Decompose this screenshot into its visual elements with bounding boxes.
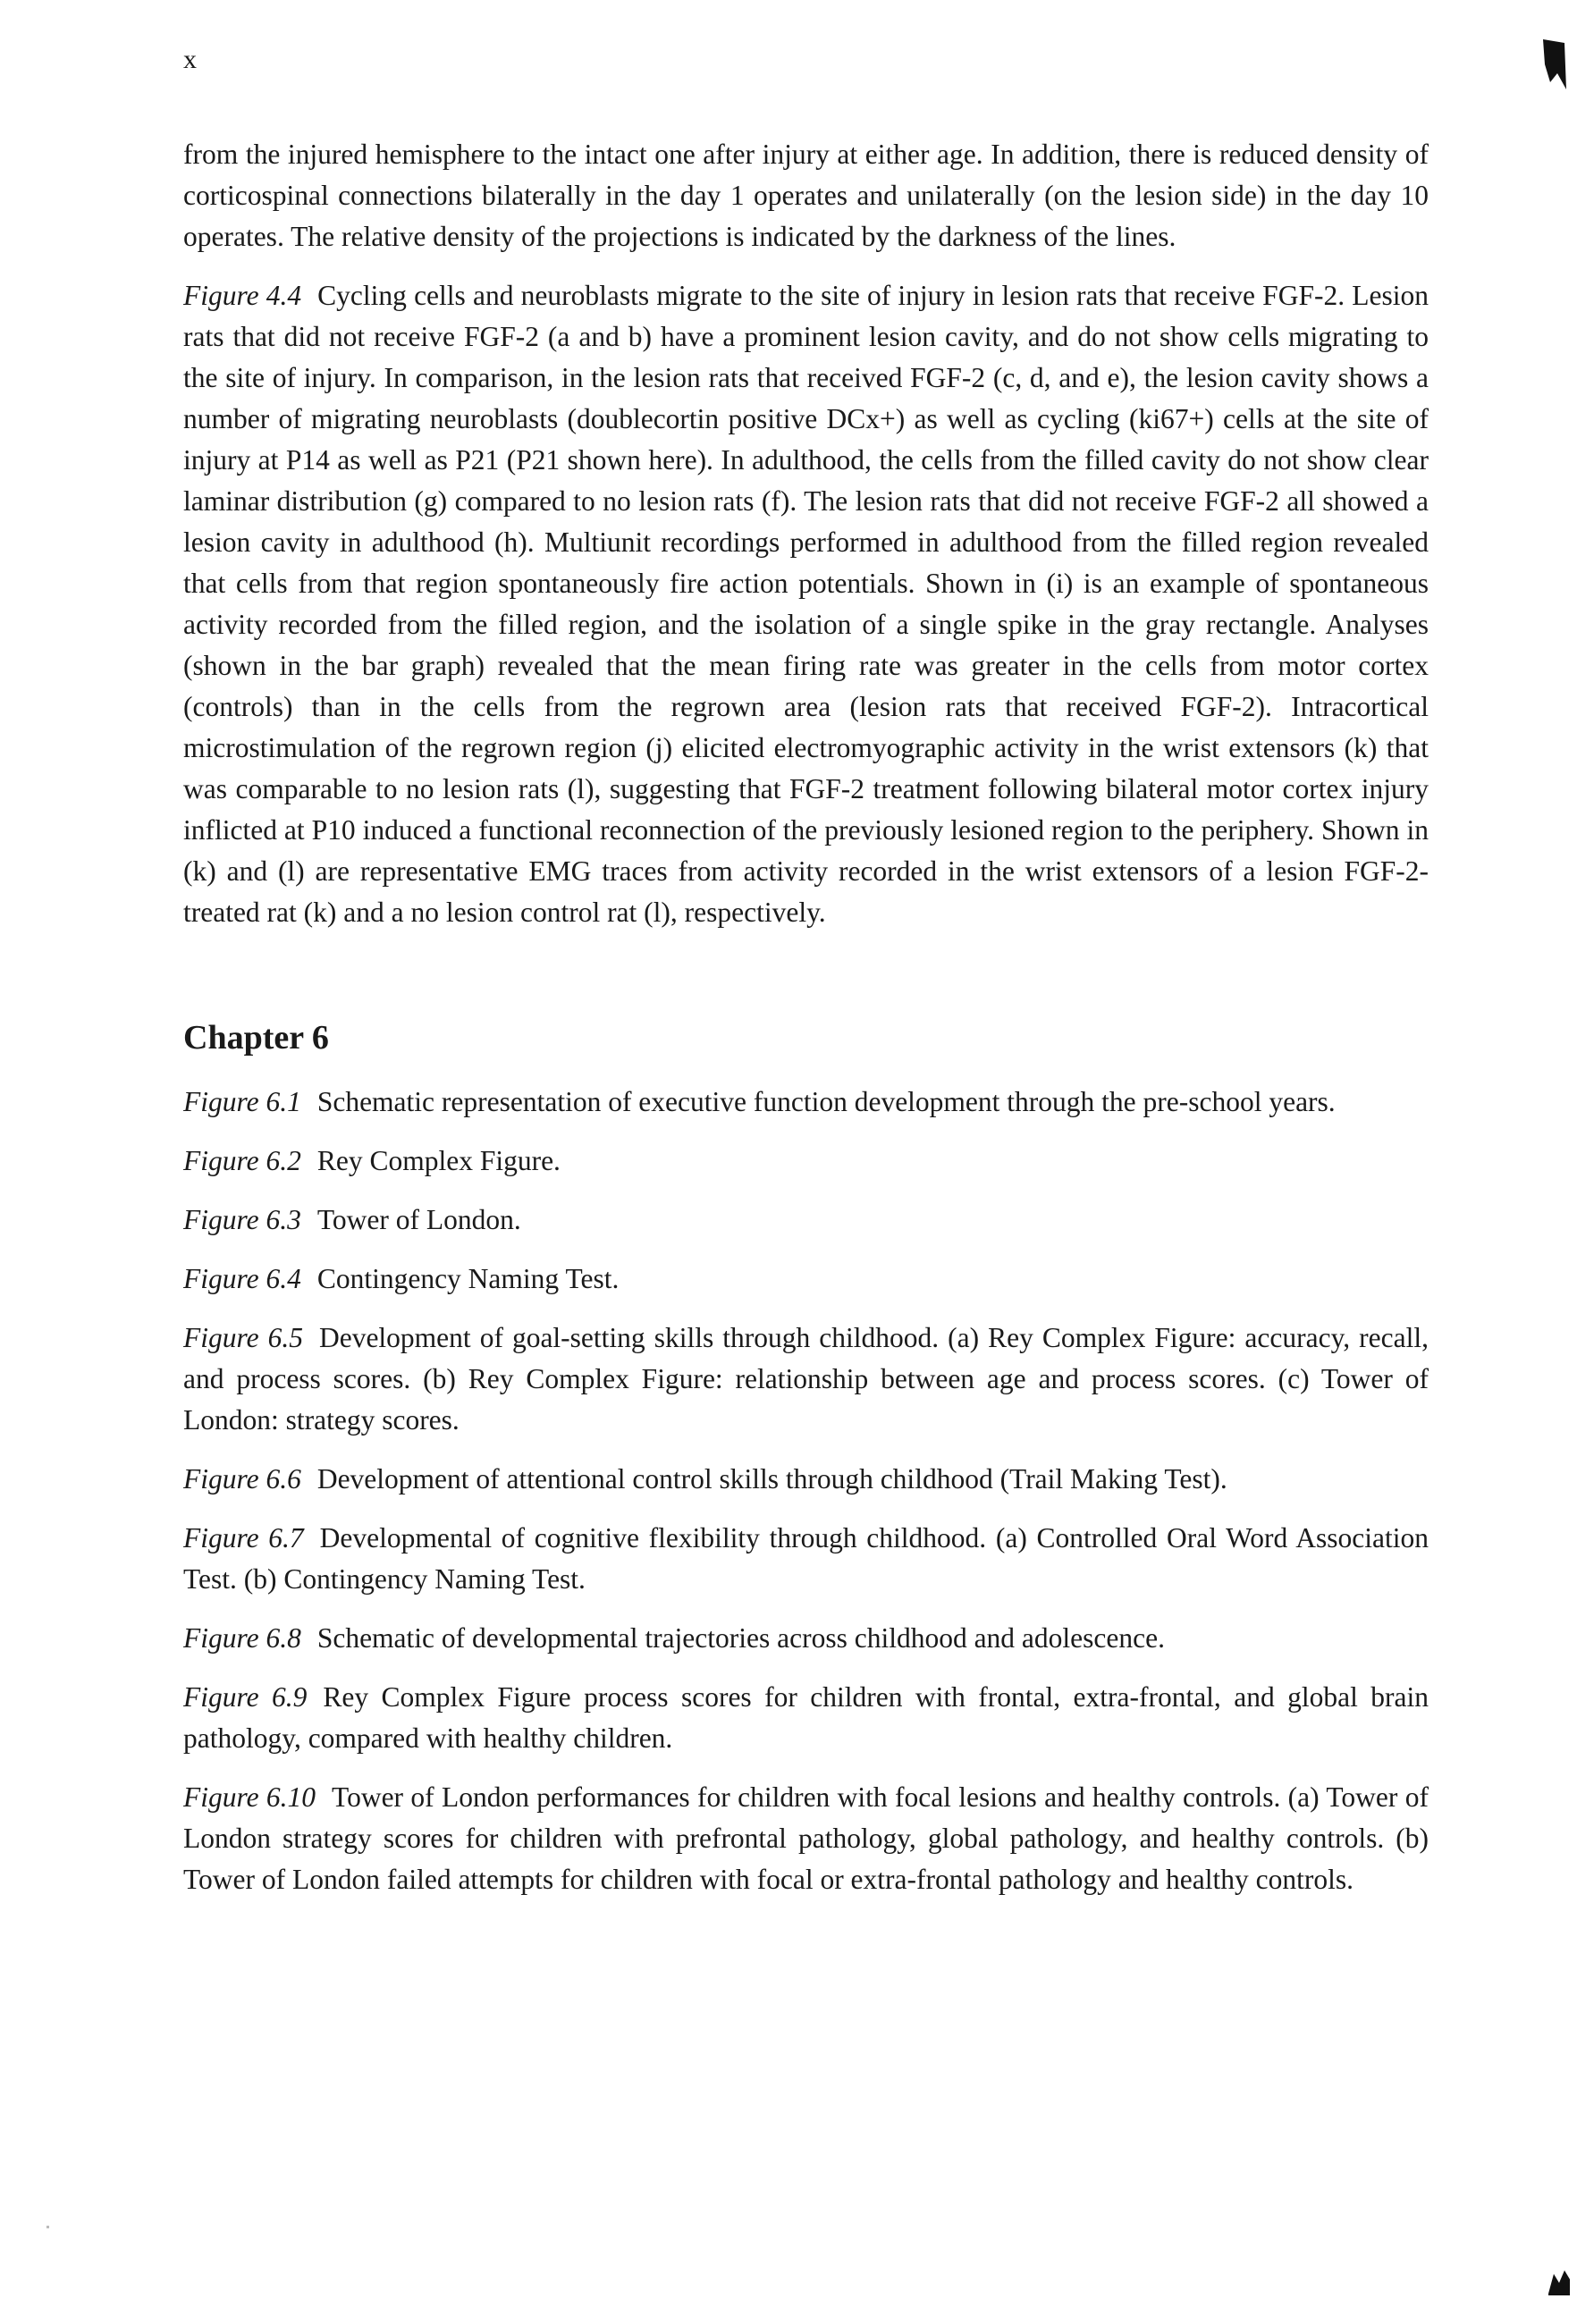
figure-entry-6-8 xyxy=(183,1618,1429,1659)
continuation-paragraph: from the injured hemisphere to the intact one after injury at either age. In addition, there is reduced density of corticospinal connections bilaterally in the day 1 operates and unilaterally (on the lesion side) in the day 10 operates. The relative density of the projections is indicated by the darkness of the lines. xyxy=(183,139,1429,252)
figure-caption-text: Rey Complex Figure. xyxy=(316,1145,561,1176)
figure-caption-text: Rey Complex Figure process scores for children with frontal, extra-frontal, and global brain pathology, compared with healthy children. xyxy=(183,1681,1429,1754)
scan-artifact-bottom xyxy=(1545,2267,1572,2297)
figure-label: Figure 4.4 xyxy=(183,280,302,311)
figure-caption-4-4 xyxy=(183,275,1429,933)
scan-speck xyxy=(46,2226,49,2228)
chapter-heading: Chapter 6 xyxy=(183,1019,329,1057)
figure-entry-6-1 xyxy=(183,1082,1429,1123)
figure-caption-text: Cycling cells and neuroblasts migrate to the site of injury in lesion rats that receive FGF-2. Lesion rats that did not receive FGF-2 (a and b) have a prominent lesion cavity, and do not show cells migrating to the site of injury. In comparison, in the lesion rats that received FGF-2 (c, d, and e), the lesion cavity shows a number of migrating neuroblasts (doublecortin positive DCx+) as well as cycling (ki67+) cells at the site of injury at P14 as well as P21 (P21 shown here). In adulthood, the cells from the filled cavity do not show clear laminar distribution (g) compared to no lesion rats (f). The lesion rats that did not receive FGF-2 all showed a lesion cavity in adulthood (h). Multiunit recordings performed in adulthood from the filled region revealed that cells from that region spontaneously fire action potentials. Shown in (i) is an example of spontaneous activity recorded from the filled region, and the isolation of a single spike in the gray rectangle. Analyses (shown in the bar graph) revealed that the mean firing rate was greater in the cells from motor cortex (controls) than in the cells from the regrown area (lesion rats that received FGF-2). Intracortical microstimulation of the regrown region (j) elicited electromyographic activity in the wrist extensors (k) that was comparable to no lesion rats (l), suggesting that FGF-2 treatment following bilateral motor cortex injury inflicted at P10 induced a functional reconnection of the previously lesioned region to the periphery. Shown in (k) and (l) are representative EMG traces from activity recorded in the wrist extensors of a lesion FGF-2-treated rat (k) and a no lesion control rat (l), respectively. xyxy=(183,280,1429,928)
figure-label: Figure 6.6 xyxy=(183,1463,301,1495)
figure-caption-text: Tower of London. xyxy=(316,1204,521,1235)
figure-caption-text: Schematic of developmental trajectories across childhood and adolescence. xyxy=(316,1622,1165,1654)
figure-caption-text: Developmental of cognitive flexibility through childhood. (a) Controlled Oral Word Association Test. (b) Contingency Naming Test. xyxy=(183,1522,1429,1595)
page-number: x xyxy=(183,45,197,74)
figure-label: Figure 6.5 xyxy=(183,1322,303,1353)
figure-label: Figure 6.8 xyxy=(183,1622,301,1654)
figure-caption-text: Contingency Naming Test. xyxy=(316,1263,620,1294)
figure-label: Figure 6.10 xyxy=(183,1781,316,1813)
figure-entry-6-10 xyxy=(183,1777,1429,1900)
scan-artifact-top xyxy=(1541,38,1568,91)
figure-entry-6-9 xyxy=(183,1677,1429,1759)
page-content xyxy=(183,134,1429,1918)
figure-entry-6-2 xyxy=(183,1141,1429,1182)
figure-label: Figure 6.7 xyxy=(183,1522,304,1554)
figure-entry-6-5 xyxy=(183,1318,1429,1441)
figure-entry-6-3 xyxy=(183,1200,1429,1241)
figure-caption-text: Tower of London performances for children with focal lesions and healthy controls. (a) Tower of London strategy scores for children with prefrontal pathology, global pathology, and healthy controls. (b) Tower of London failed attempts for children with focal or extra-frontal pathology and healthy controls. xyxy=(183,1781,1429,1895)
figure-label: Figure 6.3 xyxy=(183,1204,301,1235)
figure-caption-text: Schematic representation of executive function development through the pre-school years. xyxy=(316,1086,1336,1117)
figure-caption-text: Development of goal-setting skills through childhood. (a) Rey Complex Figure: accuracy, recall, and process scores. (b) Rey Complex Figure: relationship between age and process scores. (c) Tower of London: strategy scores. xyxy=(183,1322,1429,1436)
figure-label: Figure 6.2 xyxy=(183,1145,301,1176)
figure-entry-6-6 xyxy=(183,1459,1429,1500)
figure-entry-6-4 xyxy=(183,1259,1429,1300)
figure-label: Figure 6.1 xyxy=(183,1086,301,1117)
figure-label: Figure 6.4 xyxy=(183,1263,301,1294)
figure-caption-text: Development of attentional control skills through childhood (Trail Making Test). xyxy=(316,1463,1227,1495)
figure-entry-6-7 xyxy=(183,1518,1429,1600)
figure-label: Figure 6.9 xyxy=(183,1681,308,1713)
